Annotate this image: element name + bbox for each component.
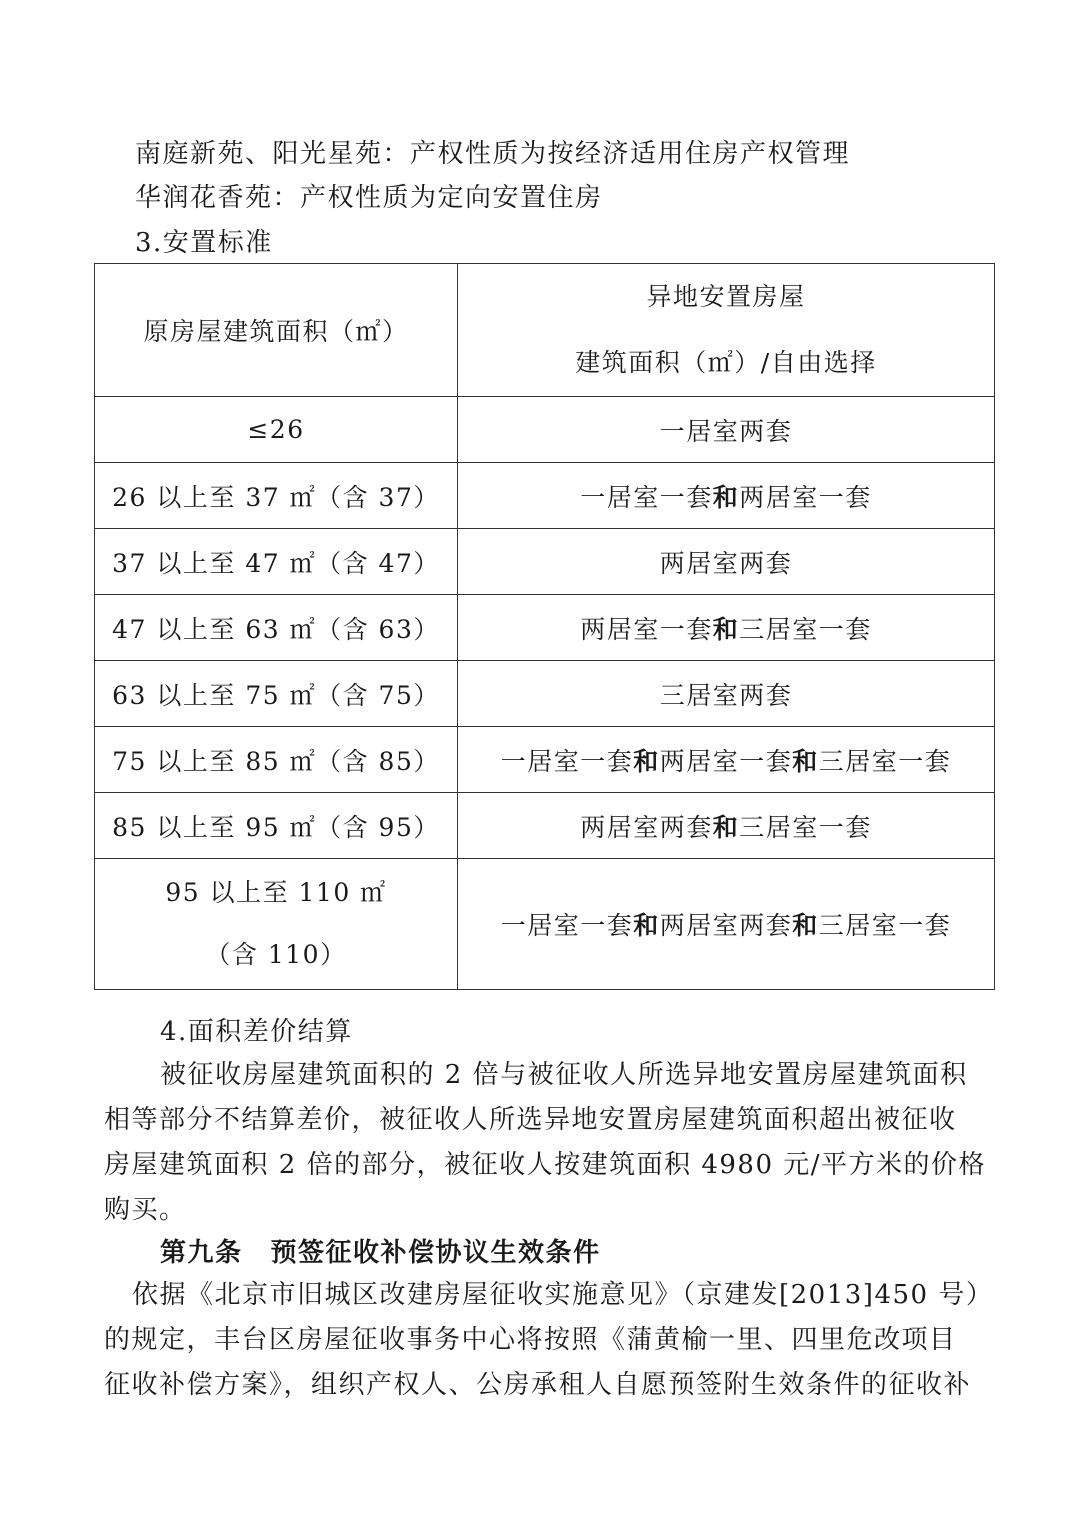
connector-and: 和	[792, 746, 819, 776]
table-row	[95, 661, 995, 727]
connector-and: 和	[712, 482, 740, 512]
area-cell-last-line1: 95 以上至 110 ㎡	[165, 878, 387, 907]
paragraph-article9	[104, 1273, 993, 1408]
area-cell: 63 以上至 75 ㎡（含 75）	[95, 661, 458, 727]
table-row	[95, 595, 995, 661]
option-cell-last: 一居室一套和两居室两套和三居室一套	[458, 859, 995, 990]
area-cell-last	[95, 859, 458, 990]
section-title-resettlement-standard: 3.安置标准	[135, 228, 273, 258]
table-row	[95, 793, 995, 859]
paragraph-line: 被征收房屋建筑面积的 2 倍与被征收人所选异地安置房屋建筑面积	[160, 1060, 968, 1090]
header-resettlement-line1: 异地安置房屋	[646, 282, 806, 311]
option-cell: 两居室两套和三居室一套	[458, 793, 995, 859]
area-cell: 75 以上至 85 ㎡（含 85）	[95, 727, 458, 793]
intro-line-property-nature-2: 华润花香苑：产权性质为定向安置住房	[135, 183, 603, 213]
area-cell: 26 以上至 37 ㎡（含 37）	[95, 463, 458, 529]
header-original-area: 原房屋建筑面积（㎡）	[95, 264, 458, 397]
article-number: 第九条	[160, 1238, 243, 1268]
table-row	[95, 397, 995, 463]
header-resettlement-housing	[458, 264, 995, 397]
table-header-row	[95, 264, 995, 397]
paragraph-line: 征收补偿方案》，组织产权人、公房承租人自愿预签附生效条件的征收补	[104, 1370, 972, 1400]
paragraph-price-settlement	[104, 1053, 986, 1233]
option-cell: 三居室两套	[458, 661, 995, 727]
connector-and: 和	[633, 911, 660, 940]
connector-and: 和	[792, 911, 819, 940]
table-row	[95, 727, 995, 793]
section-title-price-settlement: 4.面积差价结算	[160, 1017, 353, 1047]
article-title: 预签征收补偿协议生效条件	[270, 1238, 601, 1268]
table-row-last	[95, 859, 995, 990]
resettlement-standard-table	[94, 263, 995, 990]
connector-and: 和	[712, 812, 740, 842]
option-cell: 一居室两套	[458, 397, 995, 463]
option-cell: 两居室一套和三居室一套	[458, 595, 995, 661]
option-cell: 一居室一套和两居室一套	[458, 463, 995, 529]
table-row	[95, 529, 995, 595]
area-cell: 47 以上至 63 ㎡（含 63）	[95, 595, 458, 661]
paragraph-line: 的规定，丰台区房屋征收事务中心将按照《蒲黄榆一里、四里危改项目	[104, 1325, 957, 1355]
intro-line-property-nature-1: 南庭新苑、阳光星苑：产权性质为按经济适用住房产权管理	[135, 139, 851, 169]
area-cell: 37 以上至 47 ㎡（含 47）	[95, 529, 458, 595]
table-row	[95, 463, 995, 529]
header-resettlement-line2: 建筑面积（㎡）/自由选择	[575, 348, 877, 377]
paragraph-line: 购买。	[104, 1195, 187, 1225]
paragraph-line: 相等部分不结算差价，被征收人所选异地安置房屋建筑面积超出被征收	[104, 1105, 957, 1135]
paragraph-line: 房屋建筑面积 2 倍的部分，被征收人按建筑面积 4980 元/平方米的价格	[104, 1150, 987, 1180]
option-cell: 一居室一套和两居室一套和三居室一套	[458, 727, 995, 793]
area-cell-last-line2: （含 110）	[205, 940, 347, 969]
paragraph-line: 依据《北京市旧城区改建房屋征收实施意见》（京建发[2013]450 号）	[132, 1280, 994, 1310]
area-cell: ≤26	[95, 397, 458, 463]
area-cell: 85 以上至 95 ㎡（含 95）	[95, 793, 458, 859]
option-cell: 两居室两套	[458, 529, 995, 595]
connector-and: 和	[712, 614, 740, 644]
article-heading	[160, 1231, 601, 1276]
connector-and: 和	[633, 746, 660, 776]
